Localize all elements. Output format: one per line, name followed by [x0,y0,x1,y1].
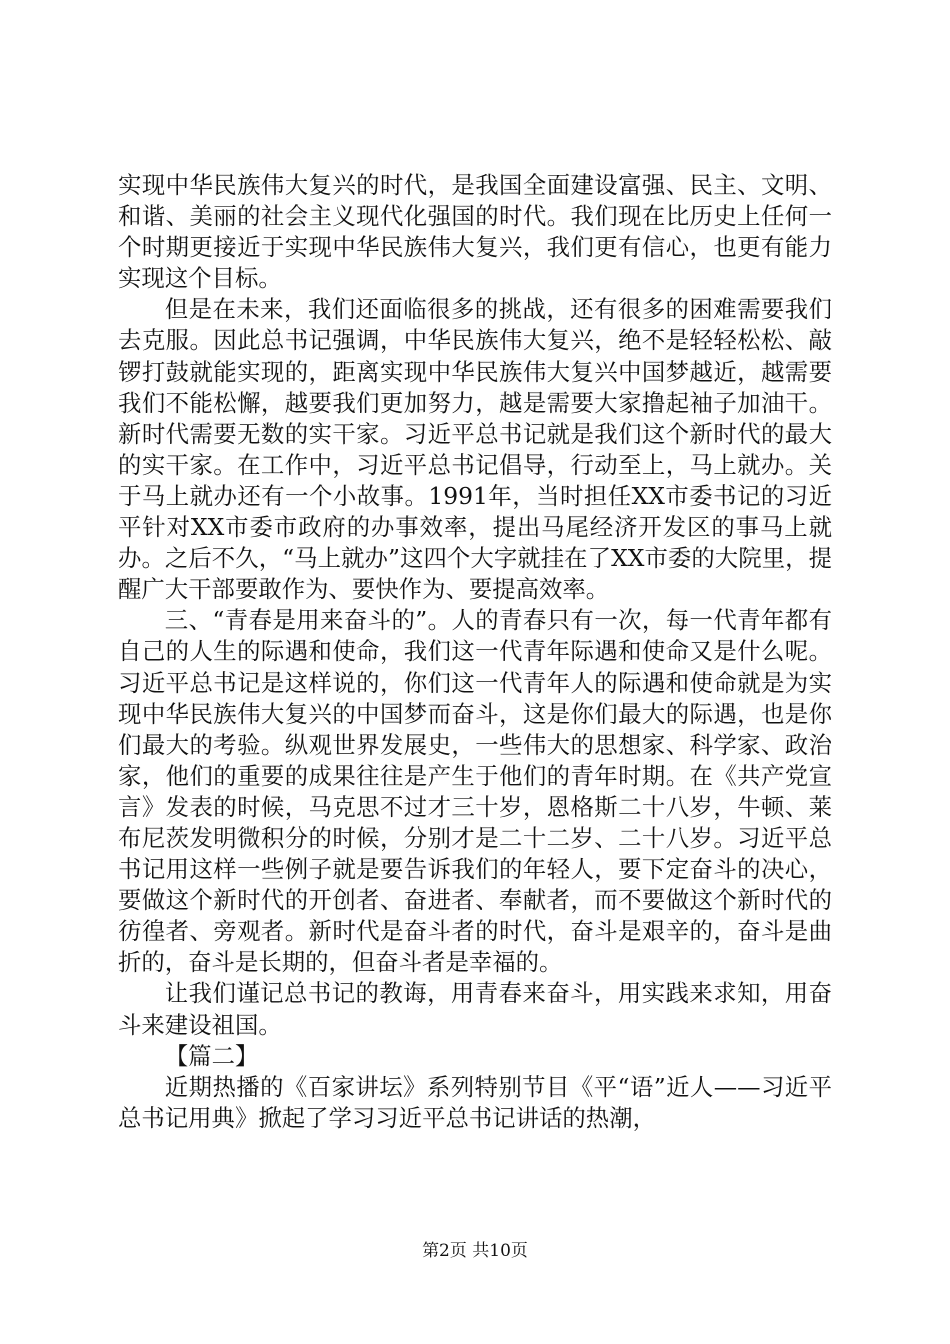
section-heading: 【篇二】 [164,1041,259,1070]
paragraph-4: 让我们谨记总书记的教诲，用青春来奋斗，用实践来求知，用奋斗来建设祖国。 [118,979,832,1039]
paragraph-2: 但是在未来，我们还面临很多的挑战，还有很多的困难需要我们去克服。因此总书记强调，中华民族伟大复兴，绝不是轻轻松松、敲锣打鼓就能实现的，距离实现中华民族伟大复兴中国梦越近，越需要我们不能松懈，越要我们更加努力，越是需要大家撸起袖子加油干。新时代需要无数的实干家。习近平总书记就是我们这个新时代的最大的实干家。在工作中，习近平总书记倡导，行动至上，马上就办。关于马上就办还有一个小故事。1991年，当时担任XX市委书记的习近平针对XX市委市政府的办事效率，提出马尾经济开发区的事马上就办。之后不久，“马上就办”这四个大字就挂在了XX市委的大院里，提醒广大干部要敢作为、要快作为、要提高效率。 [118,295,832,604]
paragraph-3: 三、“青春是用来奋斗的”。人的青春只有一次，每一代青年都有自己的人生的际遇和使命，我们这一代青年际遇和使命又是什么呢。习近平总书记是这样说的，你们这一代青年人的际遇和使命就是为实现中华民族伟大复兴的中国梦而奋斗，这是你们最大的际遇，也是你们最大的考验。纵观世界发展史，一些伟大的思想家、科学家、政治家，他们的重要的成果往往是产生于他们的青年时期。在《共产党宣言》发表的时候，马克思不过才三十岁，恩格斯二十八岁，牛顿、莱布尼茨发明微积分的时候，分别才是二十二岁、二十八岁。习近平总书记用这样一些例子就是要告诉我们的年轻人，要下定奋斗的决心，要做这个新时代的开创者、奋进者、奉献者，而不要做这个新时代的彷徨者、旁观者。新时代是奋斗者的时代，奋斗是艰辛的，奋斗是曲折的，奋斗是长期的，但奋斗者是幸福的。 [118,606,832,977]
paragraph-5: 近期热播的《百家讲坛》系列特别节目《平“语”近人——习近平总书记用典》掀起了学习习近平总书记讲话的热潮， [118,1072,832,1132]
paragraph-1: 实现中华民族伟大复兴的时代，是我国全面建设富强、民主、文明、和谐、美丽的社会主义现代化强国的时代。我们现在比历史上任何一个时期更接近于实现中华民族伟大复兴，我们更有信心，也更有能力实现这个目标。 [118,171,832,293]
page-footer: 第2页 共10页 [422,1241,528,1261]
document-body [118,170,832,1134]
